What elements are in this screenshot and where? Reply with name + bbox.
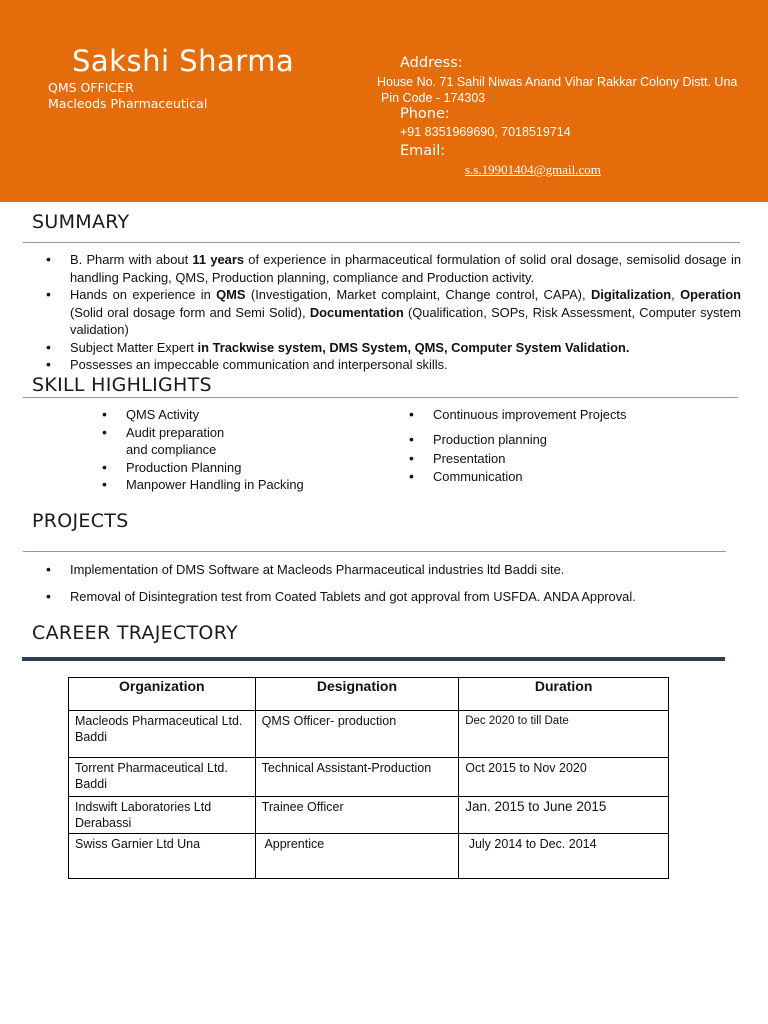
skill-item: • Communication bbox=[409, 468, 709, 486]
candidate-name: Sakshi Sharma bbox=[72, 44, 295, 78]
summary-item: • Subject Matter Expert in Trackwise system, DMS System, QMS, Computer System Validation. bbox=[46, 339, 741, 357]
address-line1: House No. 71 Sahil Niwas Anand Vihar Rakkar Colony Distt. Una bbox=[377, 75, 738, 89]
skill-item: • Production planning bbox=[409, 431, 709, 449]
skills-divider bbox=[23, 397, 738, 398]
resume-header bbox=[0, 0, 768, 202]
projects-title: PROJECTS bbox=[32, 510, 129, 532]
phone-label: Phone: bbox=[400, 106, 450, 122]
skills-left-list bbox=[102, 406, 362, 494]
skill-item: • QMS Activity bbox=[102, 406, 362, 424]
projects-list bbox=[46, 561, 736, 605]
phone-value: +91 8351969690, 7018519714 bbox=[400, 125, 571, 139]
table-row bbox=[69, 711, 669, 758]
cell-duration: Dec 2020 to till Date bbox=[459, 711, 669, 758]
cell-designation: Apprentice bbox=[255, 834, 459, 879]
summary-title: SUMMARY bbox=[32, 211, 130, 233]
cell-organization: Macleods Pharmaceutical Ltd. Baddi bbox=[69, 711, 256, 758]
email-label: Email: bbox=[400, 143, 446, 159]
address-label: Address: bbox=[400, 55, 463, 71]
summary-item: • B. Pharm with about 11 years of experience in pharmaceutical formulation of solid oral dosage, semisolid dosage in handling Packing, QMS, Production planning, compliance and Production activity. bbox=[46, 251, 741, 286]
skill-item: • Presentation bbox=[409, 450, 709, 468]
table-header-row bbox=[69, 678, 669, 711]
table-row bbox=[69, 834, 669, 879]
table-row bbox=[69, 758, 669, 797]
table-row bbox=[69, 797, 669, 834]
cell-organization: Torrent Pharmaceutical Ltd. Baddi bbox=[69, 758, 256, 797]
summary-item: • Hands on experience in QMS (Investigation, Market complaint, Change control, CAPA), Digitalization, Operation (Solid oral dosage form and Semi Solid), Documentation (Qualification, SOPs, Risk Assessment, Computer system validation) bbox=[46, 286, 741, 339]
project-item: • Removal of Disintegration test from Coated Tablets and got approval from USFDA. ANDA Approval. bbox=[46, 588, 736, 606]
cell-designation: Technical Assistant-Production bbox=[255, 758, 459, 797]
cell-organization: Indswift Laboratories Ltd Derabassi bbox=[69, 797, 256, 834]
cell-duration: Jan. 2015 to June 2015 bbox=[459, 797, 669, 834]
summary-divider bbox=[23, 242, 740, 243]
cell-designation: Trainee Officer bbox=[255, 797, 459, 834]
projects-divider bbox=[23, 551, 726, 552]
cell-organization: Swiss Garnier Ltd Una bbox=[69, 834, 256, 879]
career-divider bbox=[22, 657, 725, 661]
skills-title: SKILL HIGHLIGHTS bbox=[32, 374, 212, 396]
skill-item: • Continuous improvement Projects bbox=[409, 406, 709, 424]
skill-item: • Manpower Handling in Packing bbox=[102, 476, 362, 494]
email-link[interactable]: s.s.19901404@gmail.com bbox=[465, 162, 601, 177]
address-line2: Pin Code - 174303 bbox=[381, 91, 486, 105]
cell-duration: Oct 2015 to Nov 2020 bbox=[459, 758, 669, 797]
summary-list bbox=[46, 251, 741, 374]
column-header-duration: Duration bbox=[459, 678, 669, 711]
cell-duration: July 2014 to Dec. 2014 bbox=[459, 834, 669, 879]
skill-item: • Production Planning bbox=[102, 459, 362, 477]
candidate-role: QMS OFFICER bbox=[48, 80, 134, 95]
summary-item: • Possesses an impeccable communication and interpersonal skills. bbox=[46, 356, 741, 374]
column-header-designation: Designation bbox=[255, 678, 459, 711]
column-header-organization: Organization bbox=[69, 678, 256, 711]
cell-designation: QMS Officer- production bbox=[255, 711, 459, 758]
career-table bbox=[68, 677, 669, 879]
candidate-company: Macleods Pharmaceutical bbox=[48, 96, 208, 111]
skills-right-list bbox=[409, 406, 709, 485]
skill-item: • Audit preparation and compliance bbox=[102, 424, 362, 459]
career-title: CAREER TRAJECTORY bbox=[32, 622, 238, 644]
project-item: • Implementation of DMS Software at Macleods Pharmaceutical industries ltd Baddi site. bbox=[46, 561, 736, 579]
